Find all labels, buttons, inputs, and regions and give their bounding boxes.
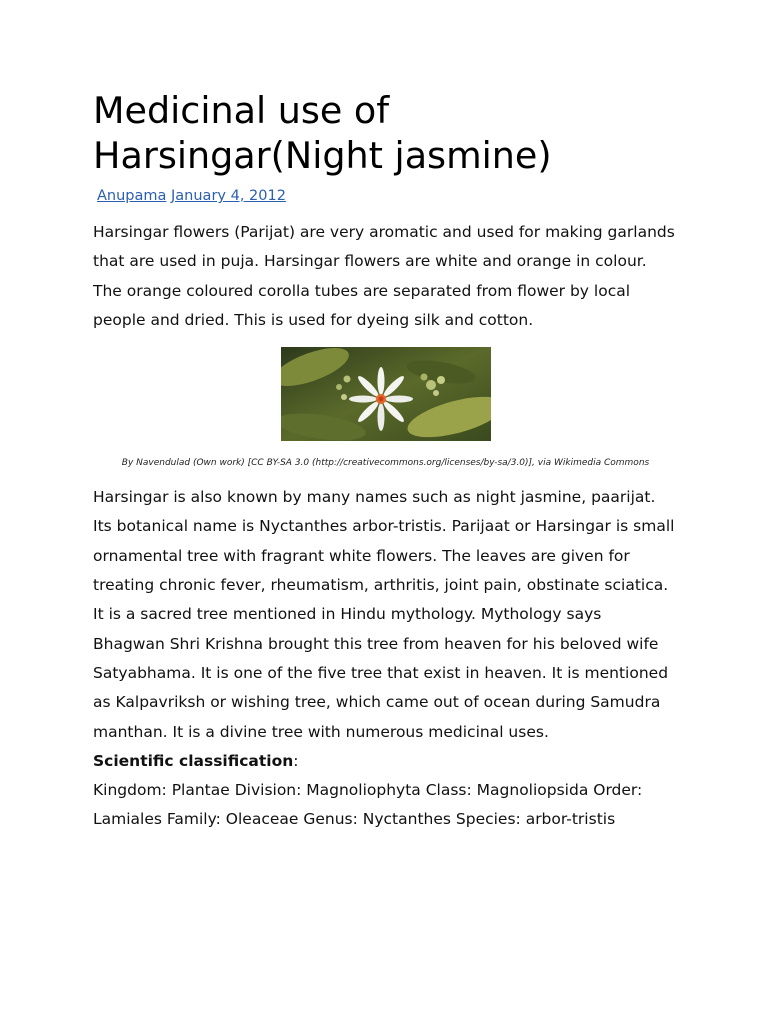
- author-link[interactable]: Anupama: [97, 188, 167, 204]
- page-title: [93, 88, 678, 178]
- title-line-2: Harsingar(Night jasmine): [93, 134, 552, 177]
- title-line-1: Medicinal use of: [93, 89, 390, 132]
- classification-colon: :: [293, 751, 299, 770]
- image-caption: By Navendulad (Own work) [CC BY-SA 3.0 (http://creativecommons.org/licenses/by-sa/3.0)], via Wikimedia Commons: [121, 458, 650, 469]
- byline: [93, 186, 678, 206]
- classification-text: Kingdom: Plantae Division: Magnoliophyta Class: Magnoliopsida Order: Lamiales Family: Oleaceae Genus: Nyctanthes Species: arbor-tristis: [93, 781, 643, 829]
- body-paragraph: Harsingar is also known by many names such as night jasmine, paarijat. Its botanical name is Nyctanthes arbor-tristis. Parijaat or Harsingar is small ornamental tree with fragrant white flowers. The leaves are given for treating chronic fever, rheumatism, arthritis, joint pain, obstinate sciatica. It is a sacred tree mentioned in Hindu mythology. Mythology says Bhagwan Shri Krishna brought this tree from heaven for his beloved wife Satyabhama. It is one of the five tree that exist in heaven. It is mentioned as Kalpavriksh or wishing tree, which came out of ocean during Samudra manthan. It is a divine tree with numerous medicinal uses.: [93, 488, 675, 741]
- article: [93, 88, 678, 835]
- figure: [93, 347, 678, 469]
- intro-paragraph: Harsingar flowers (Parijat) are very aromatic and used for making garlands that are used in puja. Harsingar flowers are white and orange in colour. The orange coloured corolla tubes are separated from flower by local people and dried. This is used for dyeing silk and cotton.: [93, 223, 675, 329]
- classification-heading-line: [93, 747, 678, 776]
- date-link[interactable]: January 4, 2012: [171, 188, 286, 204]
- flower-photo: [281, 347, 491, 441]
- classification-heading: Scientific classification: [93, 751, 294, 770]
